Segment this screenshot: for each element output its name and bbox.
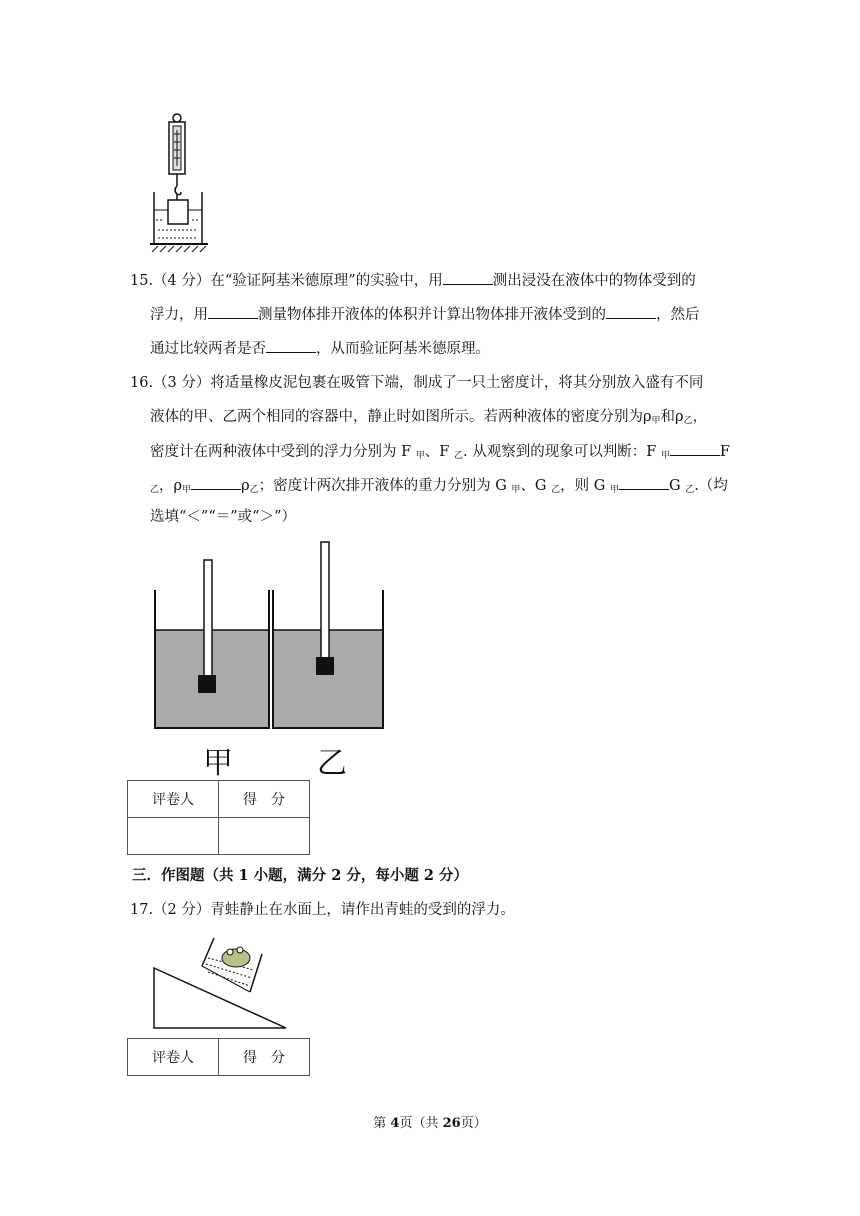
grader-cell[interactable] bbox=[128, 818, 219, 855]
subscript: 乙 bbox=[150, 485, 160, 495]
page-footer bbox=[0, 1112, 860, 1131]
grading-table bbox=[127, 1038, 310, 1076]
q15-text: ，从而验证阿基米德原理。 bbox=[316, 341, 490, 357]
frog-incline-figure bbox=[150, 932, 290, 1032]
q16-text: 、F bbox=[424, 444, 454, 460]
subscript: 甲 bbox=[415, 451, 425, 461]
section-heading: 三．作图题（共 1 小题，满分 2 分，每小题 2 分） bbox=[132, 867, 469, 884]
q16-text: ，则 G bbox=[560, 478, 610, 494]
q15-text: ，然后 bbox=[656, 307, 700, 323]
footer-text: 页） bbox=[460, 1116, 487, 1131]
q16-text: 、G bbox=[520, 478, 552, 494]
q16-text: ；密度计两次排开液体的重力分别为 G bbox=[258, 478, 512, 494]
footer-text: 第 bbox=[373, 1116, 391, 1131]
grading-table bbox=[127, 780, 310, 855]
container-label-yi: 乙 bbox=[317, 746, 347, 781]
total-pages: 26 bbox=[442, 1116, 461, 1131]
q15-line-1 bbox=[130, 270, 696, 291]
footer-text: 页（共 bbox=[399, 1116, 443, 1131]
q16-line-3 bbox=[150, 441, 730, 466]
q16-text: F bbox=[719, 444, 730, 460]
subscript: 甲 bbox=[609, 485, 619, 495]
answer-blank[interactable] bbox=[208, 304, 258, 319]
q16-text: ρ bbox=[241, 478, 250, 494]
q16-line-2 bbox=[150, 407, 707, 431]
q15-text: 测出浸没在液体中的物体受到的 bbox=[492, 273, 696, 289]
q15-line-3 bbox=[150, 338, 490, 359]
spring-scale-figure bbox=[150, 112, 210, 254]
q16-line-5: 选填“＜”“＝”或“＞”） bbox=[150, 509, 296, 525]
answer-blank[interactable] bbox=[266, 338, 316, 353]
answer-blank[interactable] bbox=[619, 475, 669, 490]
grader-header: 评卷人 bbox=[128, 1039, 219, 1076]
answer-blank[interactable] bbox=[443, 270, 493, 285]
score-cell[interactable] bbox=[219, 818, 310, 855]
subscript: 乙 bbox=[453, 451, 463, 461]
grader-header: 评卷人 bbox=[128, 781, 219, 818]
q15-text: 通过比较两者是否 bbox=[150, 341, 266, 357]
subscript: 甲 bbox=[182, 485, 192, 495]
q16-text: ， bbox=[692, 409, 708, 425]
q15-text: 浮力，用 bbox=[150, 307, 208, 323]
q16-text: G bbox=[668, 478, 686, 494]
q16-text: 密度计在两种液体中受到的浮力分别为 F bbox=[150, 444, 416, 460]
q17-text: 17.（2 分）青蛙静止在水面上，请作出青蛙的受到的浮力。 bbox=[130, 902, 515, 918]
container-label-jia: 甲 bbox=[203, 746, 233, 781]
q16-text: 和ρ bbox=[660, 409, 684, 425]
answer-blank[interactable] bbox=[670, 441, 720, 456]
page-number: 4 bbox=[390, 1116, 400, 1131]
q16-text: ，ρ bbox=[159, 478, 183, 494]
density-meter-figure bbox=[150, 538, 390, 738]
q16-text: 液体的甲、乙两个相同的容器中，静止时如图所示。若两种液体的密度分别为ρ bbox=[150, 409, 652, 425]
q16-line-1: 16.（3 分）将适量橡皮泥包裹在吸管下端，制成了一只土密度计，将其分别放入盛有不同 bbox=[130, 375, 704, 391]
subscript: 乙 bbox=[551, 485, 561, 495]
q16-text: .（均 bbox=[694, 478, 728, 494]
q16-text: . 从观察到的现象可以判断：F bbox=[462, 444, 661, 460]
subscript: 甲 bbox=[511, 485, 521, 495]
subscript: 甲 bbox=[660, 451, 670, 461]
q15-text: 测量物体排开液体的体积并计算出物体排开液体受到的 bbox=[258, 307, 606, 323]
answer-blank[interactable] bbox=[606, 304, 656, 319]
score-header: 得 分 bbox=[219, 1039, 310, 1076]
score-header: 得 分 bbox=[219, 781, 310, 818]
answer-blank[interactable] bbox=[191, 475, 241, 490]
q16-line-4 bbox=[150, 475, 728, 500]
subscript: 甲 bbox=[651, 416, 661, 426]
q15-line-2 bbox=[150, 304, 700, 325]
q15-text: 15.（4 分）在“验证阿基米德原理”的实验中，用 bbox=[130, 273, 443, 289]
subscript: 乙 bbox=[685, 485, 695, 495]
subscript: 乙 bbox=[249, 485, 259, 495]
subscript: 乙 bbox=[683, 416, 693, 426]
